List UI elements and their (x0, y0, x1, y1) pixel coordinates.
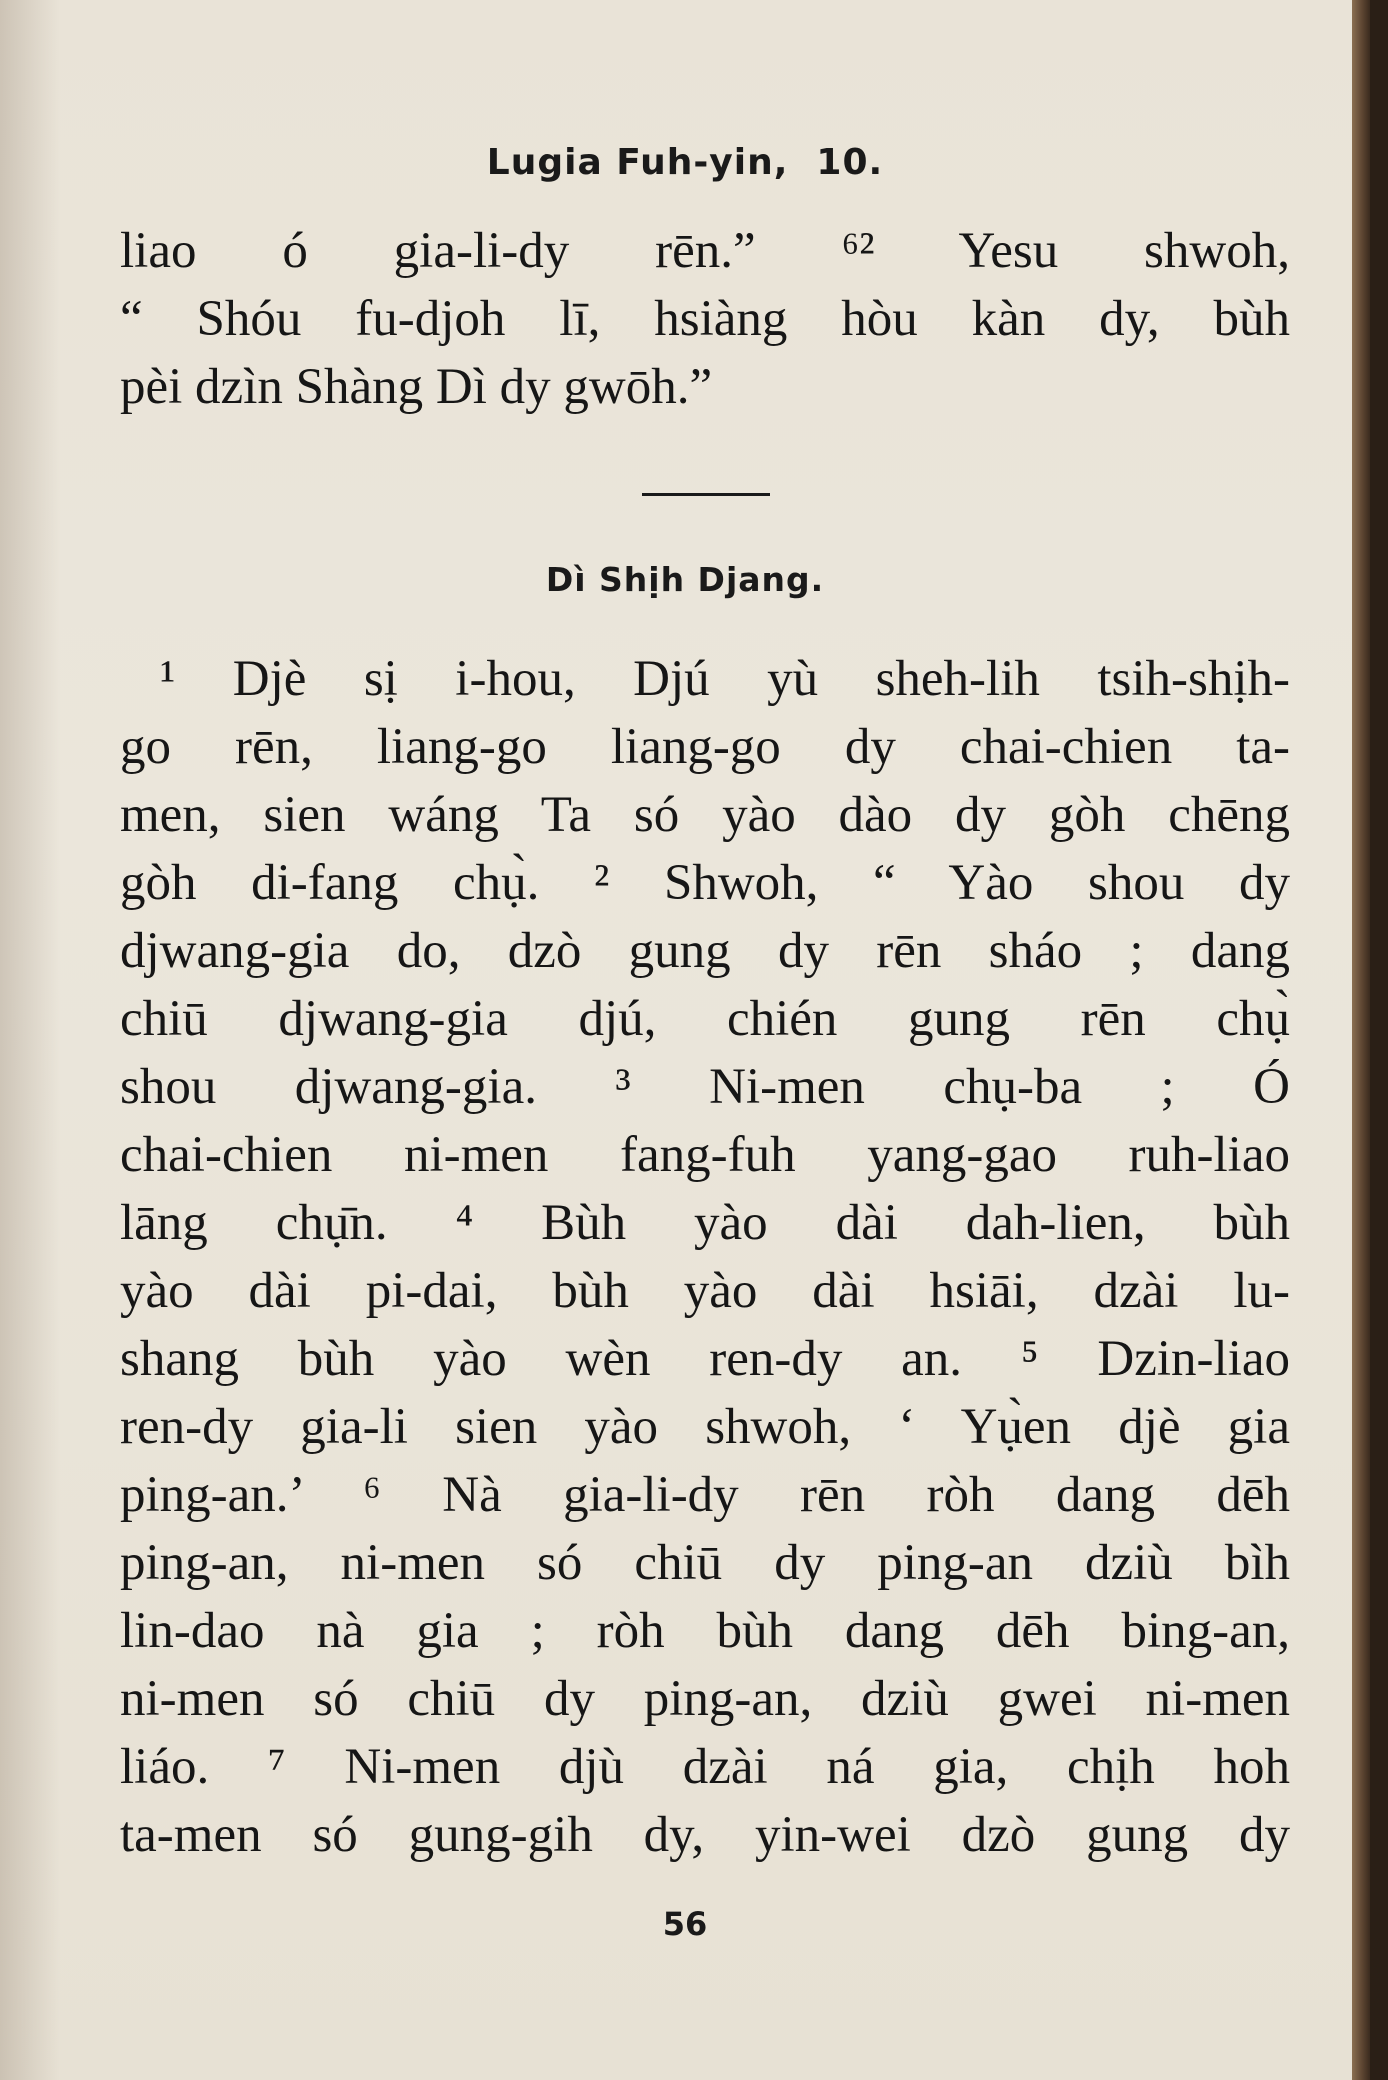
text-line: ren-dy gia-li sien yào shwoh, ‘ Yụ̀en djè gia (120, 1399, 1290, 1455)
text-line: yào dài pi-dai, bùh yào dài hsiāi, dzài lu- (120, 1263, 1290, 1319)
text-line: ta-men só gung-gih dy, yin-wei dzò gung dy (120, 1807, 1290, 1863)
section-divider (642, 493, 770, 496)
text-line: men, sien wáng Ta só yào dào dy gòh chēng (120, 787, 1290, 843)
text-line: gòh di-fang chụ̀. ² Shwoh, “ Yào shou dy (120, 855, 1290, 911)
page-edge (1352, 0, 1370, 2080)
text-line: ni-men só chiū dy ping-an, dziù gwei ni-men (120, 1671, 1290, 1727)
text-line: ¹ Djè sị i-hou, Djú yù sheh-lih tsih-shịh- (160, 651, 1290, 707)
text-line: pèi dzìn Shàng Dì dy gwōh.” (120, 359, 713, 415)
text-line: djwang-gia do, dzò gung dy rēn sháo ; dang (120, 923, 1290, 979)
text-line: liao ó gia-li-dy rēn.” ⁶² Yesu shwoh, (120, 223, 1290, 279)
text-line: lin-dao nà gia ; ròh bùh dang dēh bing-an, (120, 1603, 1290, 1659)
page-number: 56 (662, 1905, 708, 1943)
text-line: ping-an, ni-men só chiū dy ping-an dziù bìh (120, 1535, 1290, 1591)
running-head-title: Lugia Fuh-yin, (486, 142, 789, 183)
text-line: ping-an.’ ⁶ Nà gia-li-dy rēn ròh dang dēh (120, 1467, 1290, 1523)
text-line: chiū djwang-gia djú, chién gung rēn chụ̀ (120, 991, 1290, 1047)
text-line: shou djwang-gia. ³ Ni-men chụ-ba ; Ó (120, 1059, 1290, 1115)
text-line: shang bùh yào wèn ren-dy an. ⁵ Dzin-liao (120, 1331, 1290, 1387)
previous-chapter-text (120, 217, 1290, 421)
text-line: “ Shóu fu-djoh lī, hsiàng hòu kàn dy, bùh (120, 291, 1290, 347)
running-head (0, 142, 1370, 183)
chapter-heading: Dì Shịh Djang. (545, 560, 825, 599)
text-line: liáo. ⁷ Ni-men djù dzài ná gia, chịh hoh (120, 1739, 1290, 1795)
chapter-text (120, 645, 1290, 1869)
spine-shadow (0, 0, 60, 2080)
text-line: chai-chien ni-men fang-fuh yang-gao ruh-liao (120, 1127, 1290, 1183)
text-line: go rēn, liang-go liang-go dy chai-chien ta- (120, 719, 1290, 775)
text-line: lāng chụ̄n. ⁴ Bùh yào dài dah-lien, bùh (120, 1195, 1290, 1251)
running-head-chapter: 10. (816, 142, 884, 183)
